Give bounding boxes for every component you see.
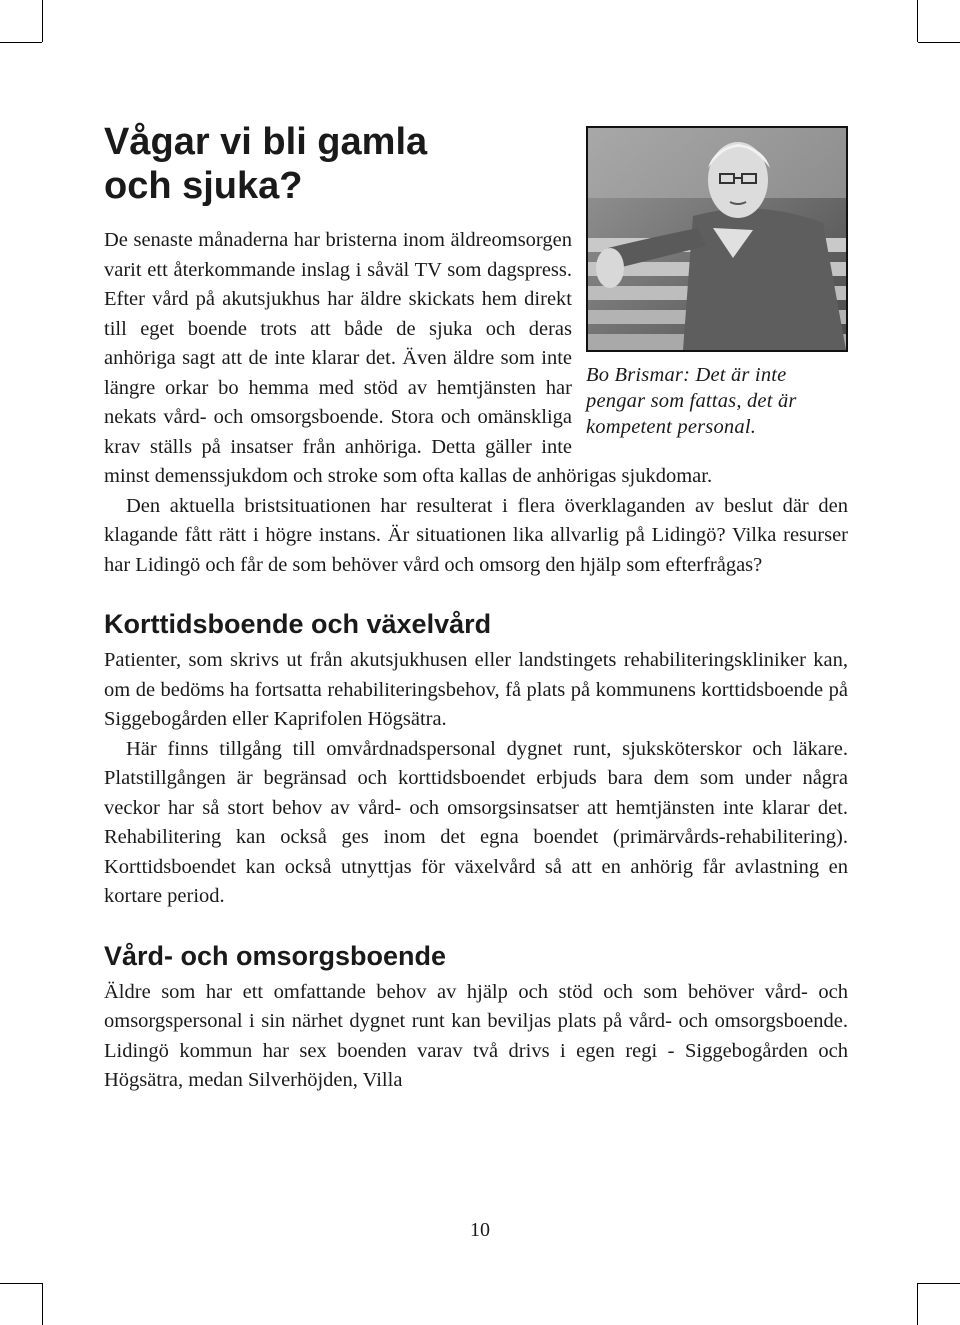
section-vard-och-omsorgsboende bbox=[104, 940, 848, 1096]
crop-mark-top-left-v bbox=[42, 0, 43, 42]
crop-mark-bottom-left-h bbox=[0, 1283, 42, 1284]
section1-paragraph-1: Patienter, som skrivs ut från akutsjukhusen eller landstingets rehabiliteringskliniker kan, om de bedöms ha fortsatta rehabiliteringsbehov, få plats på kommunens korttidsboende på Siggebogården eller Kaprifolen Högsätra. bbox=[104, 649, 848, 730]
intro-paragraph-2: Den aktuella bristsituationen har resulterat i flera överklaganden av beslut där den klagande fått rätt i högre instans. Är situationen lika allvarlig på Lidingö? Vilka resurser har Lidingö och får de som behöver vård och omsorg den hjälp som efterfrågas? bbox=[104, 494, 848, 576]
section-heading-2: Vård- och omsorgsboende bbox=[104, 940, 447, 971]
crop-mark-bottom-right-v bbox=[917, 1283, 918, 1325]
section1-paragraph-2: Här finns tillgång till omvårdnadspersonal dygnet runt, sjuksköterskor och läkare. Platstillgången är begränsad och korttidsboendet erbjuds bara dem som under några veckor har så stort behov av vård- och omsorgsinsatser att hemtjänsten inte klarar det. Rehabilitering kan också ges inom det egna boendet (primärvårds-rehabilitering). Korttidsboendet kan också utnyttjas för växelvård så att en anhörig får avlastning en kortare period. bbox=[104, 737, 848, 907]
crop-mark-bottom-right-h bbox=[918, 1283, 960, 1284]
portrait-photo bbox=[586, 126, 848, 352]
intro-paragraph-1: De senaste månaderna har bristerna inom äldreomsorgen varit ett återkommande inslag i såväl TV som dagspress. Efter vård på akutsjukhus har äldre skickats hem direkt till eget boende trots att både de sjuka och deras anhöriga sagt att de inte klarar det. Även äldre som inte längre orkar bo hemma med stöd av hemtjänsten har nekats vård- och omsorgsboende. Stora och omänskliga krav ställs på insatser från anhöriga. Detta gäller inte minst demenssjukdom och stroke som ofta kallas de anhörigas sjukdomar. bbox=[104, 229, 713, 487]
intro bbox=[104, 226, 848, 580]
section-korttidsboende bbox=[104, 608, 848, 912]
photo-caption: Bo Brismar: Det är inte pengar som fattas, det är kompetent personal. bbox=[586, 364, 797, 438]
title-line-1: Vågar vi bli gamla bbox=[104, 121, 428, 163]
figure bbox=[586, 126, 848, 440]
crop-mark-top-right-v bbox=[917, 0, 918, 42]
page-number: 10 bbox=[470, 1219, 490, 1241]
crop-mark-bottom-left-v bbox=[42, 1283, 43, 1325]
crop-mark-top-left-h bbox=[0, 42, 42, 43]
crop-mark-top-right-h bbox=[918, 42, 960, 43]
title-line-2: och sjuka? bbox=[104, 165, 303, 207]
section2-paragraph-1: Äldre som har ett omfattande behov av hjälp och stöd och som behöver vård- och omsorgspersonal i sin närhet dygnet runt kan beviljas plats på vård- och omsorgsboende. Lidingö kommun har sex boenden varav två drivs i egen regi - Siggebogården och Högsätra, medan Silverhöjden, Villa bbox=[104, 980, 848, 1091]
portrait-illustration bbox=[588, 128, 846, 350]
page-content bbox=[104, 120, 848, 1096]
section-heading-1: Korttidsboende och växelvård bbox=[104, 609, 492, 639]
